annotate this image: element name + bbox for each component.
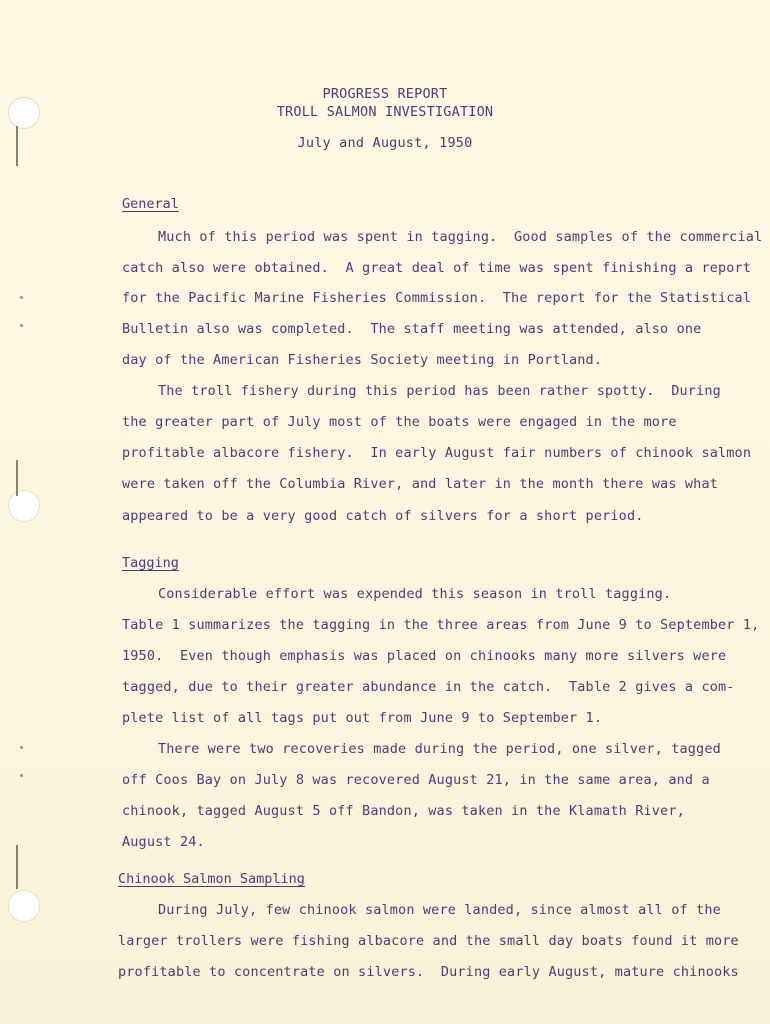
binder-mark-bottom [16, 845, 18, 889]
section-heading-tagging: Tagging [122, 555, 179, 571]
report-date: July and August, 1950 [297, 135, 473, 151]
paragraph-line: Much of this period was spent in tagging. Good samples of the commercial [158, 229, 763, 245]
paragraph-line: catch also were obtained. A great deal of time was spent finishing a report [122, 260, 752, 276]
paragraph-line: During July, few chinook salmon were landed, since almost all of the [158, 902, 721, 918]
paragraph-line: 1950. Even though emphasis was placed on chinooks many more silvers were [122, 648, 727, 664]
paragraph-line: tagged, due to their greater abundance in the catch. Table 2 gives a com- [122, 679, 735, 695]
paragraph-line: plete list of all tags put out from June 9 to September 1. [122, 710, 603, 726]
paragraph-line: profitable albacore fishery. In early August fair numbers of chinook salmon [122, 445, 752, 461]
paragraph-line: The troll fishery during this period has been rather spotty. During [158, 383, 721, 399]
section-heading-chinook-sampling: Chinook Salmon Sampling [118, 871, 305, 887]
paragraph-line: Considerable effort was expended this season in troll tagging. [158, 586, 672, 602]
paragraph-line: Table 1 summarizes the tagging in the three areas from June 9 to September 1, [122, 617, 760, 633]
binder-mark-middle [16, 460, 18, 496]
section-heading-general: General [122, 196, 179, 212]
binder-hole-middle [8, 490, 40, 522]
paragraph-line: for the Pacific Marine Fisheries Commission. The report for the Statistical [122, 290, 752, 306]
page-speck [20, 746, 23, 749]
paragraph-line: day of the American Fisheries Society meeting in Portland. [122, 352, 603, 368]
paragraph-line: larger trollers were fishing albacore and the small day boats found it more [118, 933, 739, 949]
paragraph-line: were taken off the Columbia River, and later in the month there was what [122, 476, 718, 492]
paragraph-line: chinook, tagged August 5 off Bandon, was taken in the Klamath River, [122, 803, 685, 819]
paragraph-line: off Coos Bay on July 8 was recovered August 21, in the same area, and a [122, 772, 710, 788]
page-speck [20, 324, 23, 327]
report-title: PROGRESS REPORT [322, 86, 448, 102]
paragraph-line: August 24. [122, 834, 205, 850]
paragraph-line: profitable to concentrate on silvers. During early August, mature chinooks [118, 964, 739, 980]
page-speck [20, 296, 23, 299]
page-speck [20, 774, 23, 777]
paragraph-line: There were two recoveries made during the period, one silver, tagged [158, 741, 721, 757]
report-subtitle: TROLL SALMON INVESTIGATION [276, 104, 494, 120]
paragraph-line: the greater part of July most of the boats were engaged in the more [122, 414, 677, 430]
paragraph-line: appeared to be a very good catch of silvers for a short period. [122, 508, 644, 524]
paragraph-line: Bulletin also was completed. The staff meeting was attended, also one [122, 321, 702, 337]
binder-hole-bottom [8, 890, 40, 922]
